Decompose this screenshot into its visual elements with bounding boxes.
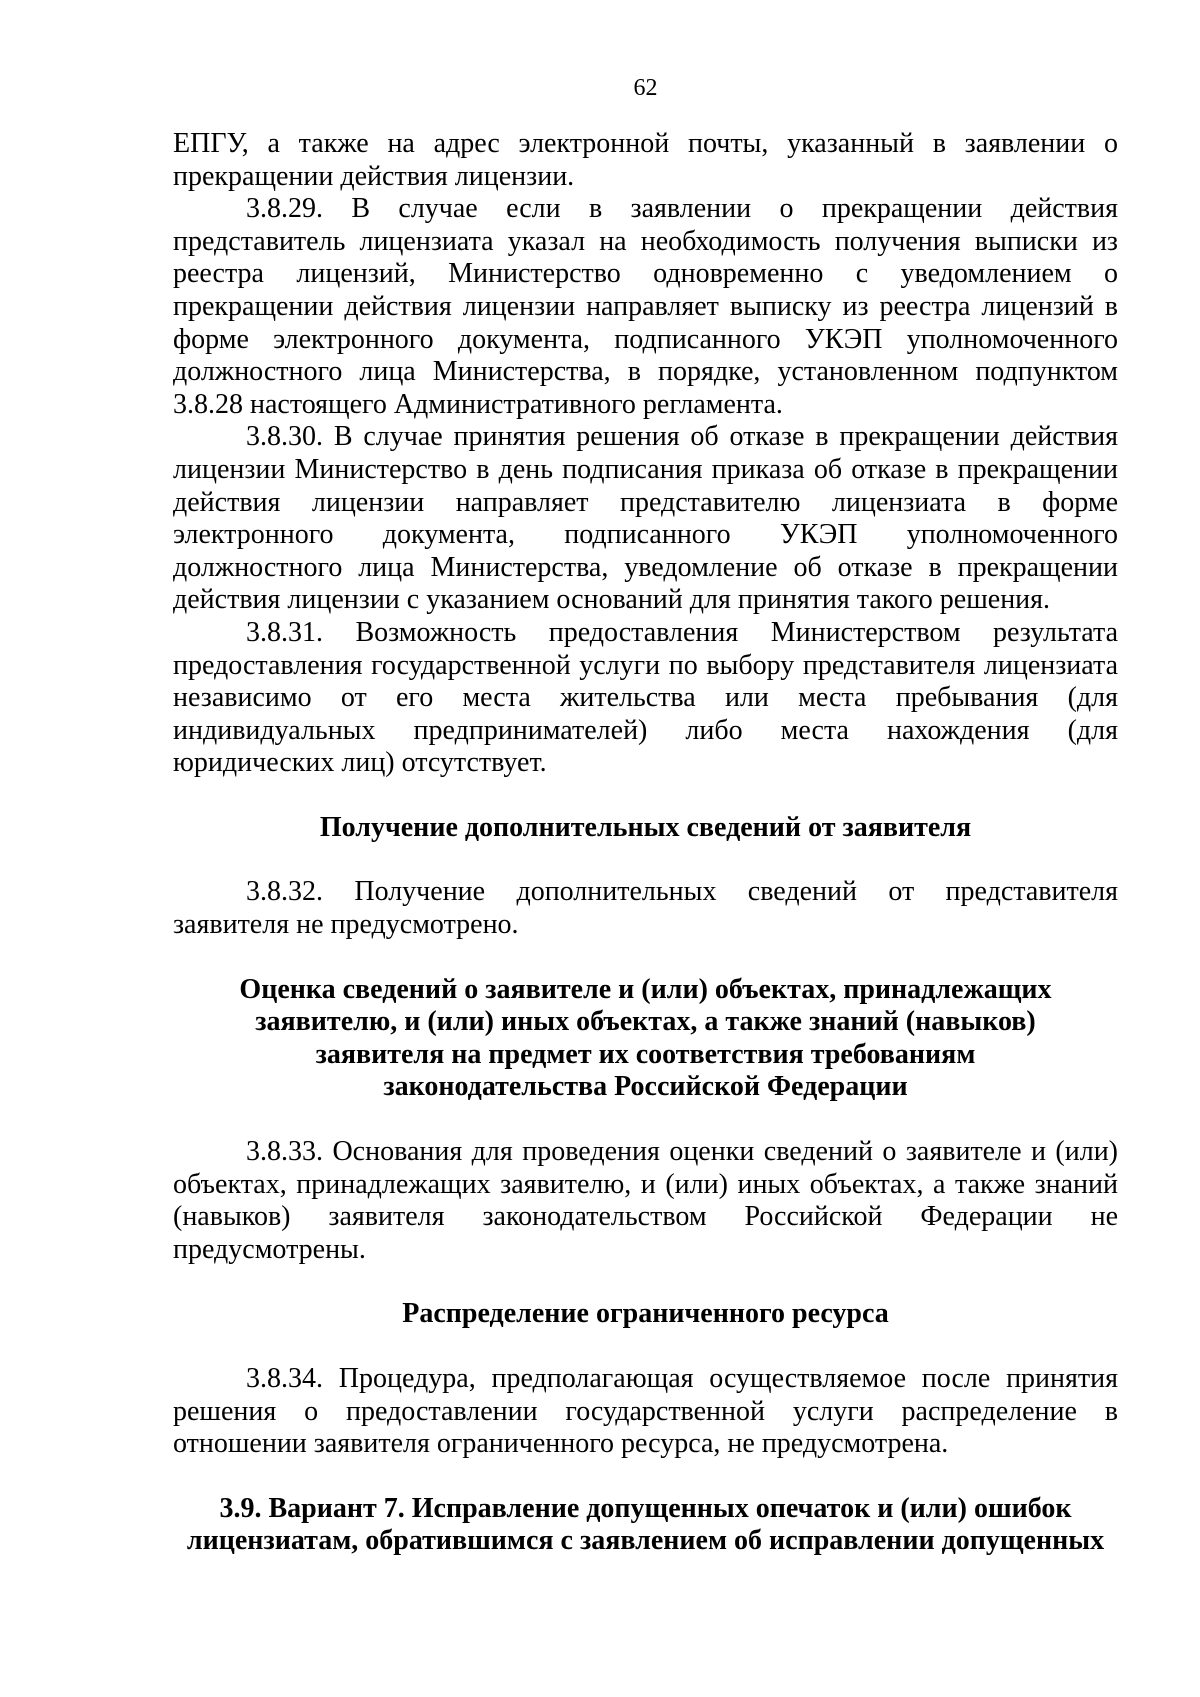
paragraph-3-8-34: 3.8.34. Процедура, предполагающая осуществляемое после принятия решения о предоставлении государственной услуги распределение в отношении заявителя ограниченного ресурса, не предусмотрена. (173, 1363, 1118, 1460)
section-heading-additional-info: Получение дополнительных сведений от заявителя (319, 811, 972, 843)
document-body (173, 128, 1118, 1558)
page-number: 62 (633, 75, 658, 101)
paragraph-3-8-31: 3.8.31. Возможность предоставления Министерством результата предоставления государственной услуги по выбору представителя лицензиата независимо от его места жительства или места пребывания (для индивидуальных предпринимателей) либо места нахождения (для юридических лиц) отсутствует. (173, 616, 1118, 779)
section-heading-assessment: Оценка сведений о заявителе и (или) объектах, принадлежащих заявителю, и (или) иных объектах, а также знаний (навыков) заявителя на предмет их соответствия требованиям законодательства Российской Федерации (239, 973, 1052, 1103)
paragraph-3-8-32: 3.8.32. Получение дополнительных сведений от представителя заявителя не предусмотрено. (173, 876, 1118, 941)
paragraph-continuation: ЕПГУ, а также на адрес электронной почты, указанный в заявлении о прекращении действия лицензии. (173, 128, 1118, 192)
paragraph-3-8-30: 3.8.30. В случае принятия решения об отказе в прекращении действия лицензии Министерство в день подписания приказа об отказе в прекращении действия лицензии направляет представителю лицензиата в форме электронного документа, подписанного УКЭП уполномоченного должностного лица Министерства, уведомление об отказе в прекращении действия лицензии с указанием оснований для принятия такого решения. (173, 421, 1118, 616)
section-heading-limited-resource: Распределение ограниченного ресурса (402, 1298, 889, 1330)
paragraph-3-8-33: 3.8.33. Основания для проведения оценки сведений о заявителе и (или) объектах, принадлежащих заявителю, и (или) иных объектах, а также знаний (навыков) заявителя законодательством Российской Федерации не предусмотрены. (173, 1136, 1118, 1265)
paragraph-3-8-29: 3.8.29. В случае если в заявлении о прекращении действия представитель лицензиата указал на необходимость получения выписки из реестра лицензий, Министерство одновременно с уведомлением о прекращении действия лицензии направляет выписку из реестра лицензий в форме электронного документа, подписанного УКЭП уполномоченного должностного лица Министерства, в порядке, установленном подпунктом 3.8.28 настоящего Административного регламента. (173, 193, 1118, 420)
section-heading-variant-7: 3.9. Вариант 7. Исправление допущенных опечаток и (или) ошибок лицензиатам, обратившимся с заявлением об исправлении допущенных (186, 1492, 1105, 1557)
